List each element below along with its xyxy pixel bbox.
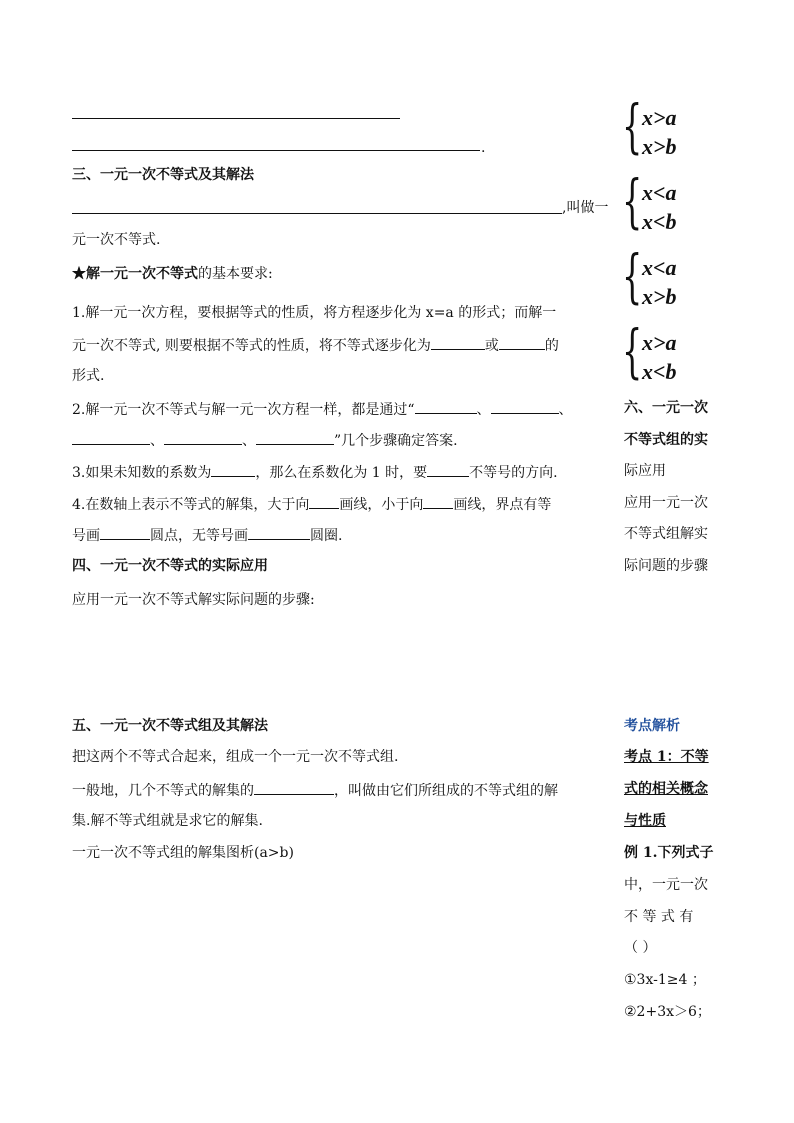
- section-4-heading: 四、一元一次不等式的实际应用: [72, 558, 268, 574]
- req-p4-text-e: 圆点，无等号画: [150, 528, 248, 544]
- system-4: [622, 317, 732, 387]
- definition-blank: [72, 213, 562, 214]
- req-p4-line1: [72, 493, 551, 515]
- answer-line-1: [72, 118, 400, 119]
- blank-step-3: [72, 429, 150, 445]
- blank-solid-dot: [100, 524, 150, 540]
- answer-line-2: [72, 150, 480, 151]
- req-p2-sep-3: 、: [150, 433, 164, 449]
- req-p4-text-c: 画线，界点有等: [453, 497, 552, 513]
- system-4-row-1: x>a: [642, 330, 677, 355]
- requirements-heading: [72, 264, 273, 284]
- req-p1-line3: 形式.: [72, 368, 105, 384]
- req-p3-text-c: 不等号的方向.: [469, 465, 558, 481]
- req-p4-text-b: 画线，小于向: [339, 497, 424, 513]
- req-p2-line1: [72, 398, 573, 420]
- blank-common-part: [254, 779, 334, 795]
- req-p1-text-c: 的: [544, 338, 559, 354]
- req-p4-text-d: 号画: [72, 528, 100, 544]
- brace-icon: {: [622, 92, 643, 160]
- section-5-text-a: 一般地，几个不等式的解集的: [72, 783, 254, 799]
- section-5-line4: 一元一次不等式组的解集图析(a>b): [72, 845, 294, 861]
- key-point-line3: 与性质: [624, 813, 666, 829]
- blank-direction: [427, 461, 469, 477]
- req-p4-line2: [72, 524, 342, 546]
- section-6-line2: 不等式组的实: [624, 432, 708, 448]
- req-p3-text-b: ，那么在系数化为 1 时，要: [255, 465, 428, 481]
- section-6-line4: 应用一元一次: [624, 495, 708, 511]
- example-line2: 中，一元一次: [624, 877, 708, 893]
- req-p3: [72, 461, 558, 483]
- blank-form-1: [431, 334, 485, 350]
- system-1: [622, 92, 732, 162]
- section-4-body: 应用一元一次不等式解实际问题的步骤:: [72, 592, 315, 608]
- section-3-heading: 三、一元一次不等式及其解法: [72, 167, 254, 183]
- section-6-line6: 际问题的步骤: [624, 558, 708, 574]
- req-p4-text-a: 4.在数轴上表示不等式的解集，大于向: [72, 497, 310, 513]
- system-2: [622, 167, 732, 237]
- example-option-2: ②2+3x＞6；: [624, 1004, 711, 1020]
- example-line3: 不 等 式 有: [624, 909, 694, 925]
- example-line1: 例 1.下列式子: [624, 845, 714, 861]
- req-p1-text-b: 或: [484, 338, 499, 354]
- section-6-line1: 六、一元一次: [624, 400, 708, 416]
- blank-less-dir: [423, 493, 453, 509]
- brace-icon: {: [622, 167, 643, 235]
- req-p1-line2: [72, 334, 559, 356]
- section-6-line5: 不等式组解实: [624, 526, 708, 542]
- section-5-line2: [72, 779, 558, 801]
- req-p4-text-f: 圆圈.: [310, 528, 343, 544]
- blank-step-5: [256, 429, 334, 445]
- section-5-heading: 五、一元一次不等式组及其解法: [72, 718, 268, 734]
- req-p1-line1: 1.解一元一次方程，要根据等式的性质，将方程逐步化为 x=a 的形式；而解一: [72, 305, 557, 321]
- end-period: .: [481, 140, 486, 156]
- req-p2-line2: [72, 429, 458, 451]
- example-line4: （ ）: [624, 940, 657, 956]
- system-1-row-1: x>a: [642, 105, 677, 130]
- blank-hollow-dot: [248, 524, 310, 540]
- definition-tail: 元一次不等式.: [72, 232, 161, 248]
- system-2-row-1: x<a: [642, 180, 677, 205]
- key-point-line2: 式的相关概念: [624, 781, 708, 797]
- blank-step-1: [415, 398, 477, 414]
- system-3-row-2: x>b: [642, 284, 677, 309]
- topic-analysis-heading: 考点解析: [624, 718, 680, 734]
- req-p1-text-a: 元一次不等式, 则要根据不等式的性质，将不等式逐步化为: [72, 338, 431, 354]
- section-6-line3: 际应用: [624, 463, 666, 479]
- system-4-row-2: x<b: [642, 359, 677, 384]
- example-option-1: ①3x-1≥4 ；: [624, 972, 706, 988]
- called-label: ,叫做一: [562, 200, 609, 216]
- blank-step-4: [164, 429, 242, 445]
- blank-coefficient: [211, 461, 255, 477]
- req-p2-sep-4: 、: [242, 433, 256, 449]
- section-5-text-b: ，叫做由它们所组成的不等式组的解: [334, 783, 558, 799]
- section-5-line1: 把这两个不等式合起来，组成一个一元一次不等式组.: [72, 749, 399, 765]
- req-p2-sep-2: 、: [558, 402, 573, 418]
- system-3: [622, 242, 732, 312]
- blank-step-2: [491, 398, 559, 414]
- star-heading: ★解一元一次不等式: [72, 266, 198, 282]
- blank-greater-dir: [309, 493, 339, 509]
- section-5-line3: 集.解不等式组就是求它的解集.: [72, 813, 263, 829]
- system-2-row-2: x<b: [642, 209, 677, 234]
- req-p2-text-a: 2.解一元一次不等式与解一元一次方程一样，都是通过“: [72, 402, 415, 418]
- heading-rest: 的基本要求:: [198, 266, 273, 282]
- req-p3-text-a: 3.如果未知数的系数为: [72, 465, 212, 481]
- req-p2-tail: ”几个步骤确定答案.: [334, 433, 458, 449]
- blank-form-2: [499, 334, 545, 350]
- brace-icon: {: [622, 242, 643, 310]
- system-1-row-2: x>b: [642, 134, 677, 159]
- brace-icon: {: [622, 317, 643, 385]
- system-3-row-1: x<a: [642, 255, 677, 280]
- req-p2-sep-1: 、: [476, 402, 491, 418]
- key-point-line1: 考点 1：不等: [624, 749, 709, 765]
